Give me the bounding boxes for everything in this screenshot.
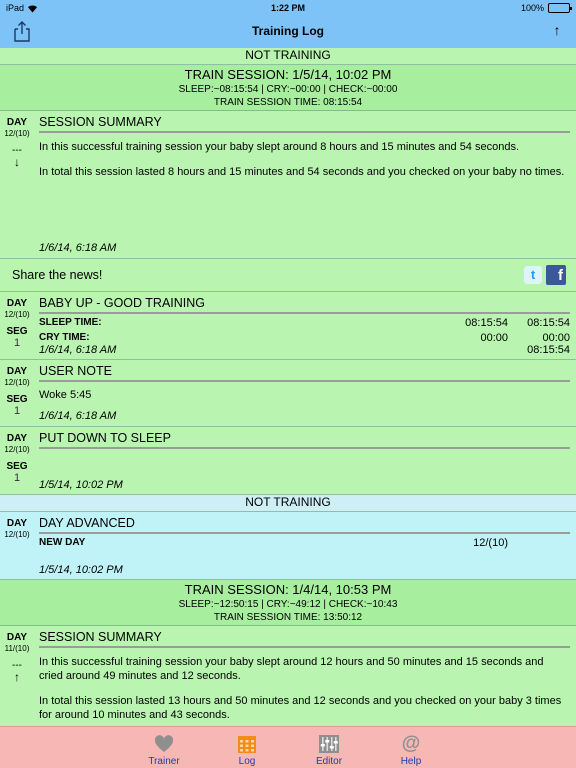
seg-label: SEG [6, 394, 28, 405]
entry-title: PUT DOWN TO SLEEP [39, 427, 570, 449]
seg-value: 1 [13, 337, 21, 349]
entry-date: 1/6/14, 6:18 AM [39, 242, 117, 254]
note-text: Woke 5:45 [39, 389, 92, 401]
day-label: DAY [6, 298, 28, 309]
sliders-icon [319, 735, 339, 753]
session-stats: SLEEP:~12:50:15 | CRY:~49:12 | CHECK:~10:43 [178, 599, 398, 610]
calendar-icon [238, 735, 256, 753]
seg-value: 1 [13, 472, 21, 484]
status-bar [0, 0, 576, 18]
day-value: 12/(10) [4, 310, 30, 319]
summary-text: In total this session lasted 8 hours and 15 minutes and 54 seconds and you checked on your baby no times. [39, 166, 565, 178]
share-text: Share the news! [12, 268, 103, 282]
entry-side-info [0, 111, 34, 168]
ipad-label: iPad [6, 3, 25, 13]
entry-title: USER NOTE [39, 360, 570, 382]
day-value: 12/(10) [4, 445, 30, 454]
arrow-up-icon: ↑ [14, 670, 20, 684]
seg-value: 1 [13, 405, 21, 417]
navigation-bar [0, 0, 576, 48]
entry-date: 1/6/14, 6:18 AM [39, 344, 117, 356]
entry-side-info [0, 512, 34, 539]
dash-marker: --- [12, 145, 22, 156]
entry-date: 1/6/14, 6:18 AM [39, 410, 117, 422]
summary-text: In this successful training session your baby slept around 8 hours and 15 minutes and 54 seconds. [39, 141, 520, 153]
seg-label: SEG [6, 326, 28, 337]
share-row [0, 259, 576, 292]
twitter-icon[interactable]: t [524, 266, 542, 284]
session-title: TRAIN SESSION: 1/4/14, 10:53 PM [184, 582, 392, 597]
tab-label: Trainer [148, 756, 180, 767]
summary-text: In this successful training session your baby slept around 12 hours and 50 minutes and 15 seconds and cried around 49 minutes and 12 seconds. [39, 656, 544, 682]
entry-side-info [0, 626, 34, 683]
summary-text: In total this session lasted 13 hours and 50 minutes and 12 seconds and you checked on your baby 3 times for around 10 minutes and 43 seconds. [39, 695, 562, 721]
status-time: 1:22 PM [270, 3, 305, 13]
tab-trainer[interactable] [124, 727, 204, 768]
day-label: DAY [6, 366, 28, 377]
entry-side-info [0, 427, 34, 484]
tab-label: Help [400, 756, 422, 767]
session-time: TRAIN SESSION TIME: 13:50:12 [213, 612, 363, 623]
day-label: DAY [6, 433, 28, 444]
sleep-time-value: 08:15:54 [465, 317, 508, 329]
entry-side-info [0, 360, 34, 417]
train-session-header[interactable] [0, 580, 576, 626]
not-training-band: NOT TRAINING [0, 495, 576, 512]
tab-log[interactable] [207, 727, 287, 768]
day-advanced-entry[interactable] [0, 512, 576, 580]
page-title: Training Log [252, 24, 324, 38]
session-title: TRAIN SESSION: 1/5/14, 10:02 PM [184, 67, 392, 82]
log-list[interactable] [0, 48, 576, 726]
sleep-time-row [39, 317, 570, 329]
day-label: DAY [6, 117, 28, 128]
tab-label: Log [238, 756, 256, 767]
day-value: 12/(10) [4, 378, 30, 387]
session-summary-entry[interactable] [0, 111, 576, 259]
battery-area [521, 3, 570, 13]
day-value: 11/(10) [4, 644, 30, 653]
session-time: TRAIN SESSION TIME: 08:15:54 [213, 97, 363, 108]
battery-percent: 100% [520, 3, 544, 13]
cry-time-total: 00:00 [542, 332, 570, 344]
battery-icon [548, 3, 570, 13]
entry-title: SESSION SUMMARY [39, 111, 570, 133]
entry-title: BABY UP - GOOD TRAINING [39, 292, 570, 314]
baby-up-entry[interactable] [0, 292, 576, 360]
cry-time-row [39, 332, 570, 344]
seg-label: SEG [6, 461, 28, 472]
day-label: DAY [6, 518, 28, 529]
user-note-entry[interactable] [0, 360, 576, 427]
session-summary-entry[interactable] [0, 626, 576, 726]
train-session-header[interactable] [0, 65, 576, 111]
tab-help[interactable] [371, 727, 451, 768]
session-stats: SLEEP:~08:15:54 | CRY:~00:00 | CHECK:~00:00 [178, 84, 398, 95]
total-sleep-value: 08:15:54 [527, 344, 570, 356]
put-down-entry[interactable] [0, 427, 576, 495]
cry-time-label: CRY TIME: [39, 332, 90, 343]
entry-side-info [0, 292, 34, 349]
sleep-time-label: SLEEP TIME: [39, 317, 102, 328]
new-day-value: 12/(10) [473, 537, 508, 549]
tab-editor[interactable] [289, 727, 369, 768]
entry-date: 1/5/14, 10:02 PM [39, 564, 123, 576]
new-day-label: NEW DAY [39, 537, 86, 548]
heart-icon [154, 735, 174, 753]
entry-title: SESSION SUMMARY [39, 626, 570, 648]
entry-date: 1/5/14, 10:02 PM [39, 479, 123, 491]
scroll-top-arrow-icon[interactable]: ↑ [553, 22, 561, 38]
sleep-time-total: 08:15:54 [527, 317, 570, 329]
dash-marker: --- [12, 660, 22, 671]
day-label: DAY [6, 632, 28, 643]
day-value: 12/(10) [4, 129, 30, 138]
tab-label: Editor [315, 756, 343, 767]
day-value: 12/(10) [4, 530, 30, 539]
not-training-band: NOT TRAINING [0, 48, 576, 65]
cry-time-value: 00:00 [480, 332, 508, 344]
tab-bar [0, 726, 576, 768]
at-icon: @ [401, 733, 421, 754]
facebook-icon[interactable]: f [546, 265, 566, 285]
arrow-down-icon: ↓ [14, 155, 20, 169]
entry-title: DAY ADVANCED [39, 512, 570, 534]
new-day-row [39, 537, 570, 549]
